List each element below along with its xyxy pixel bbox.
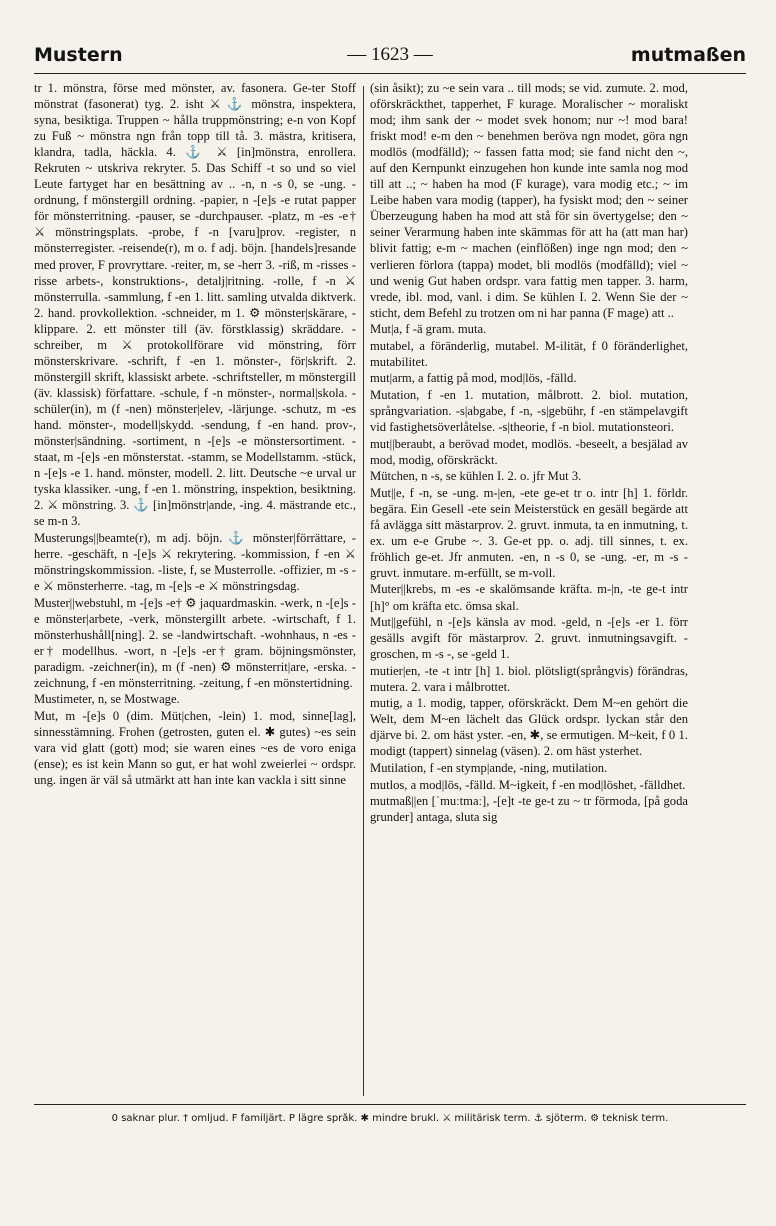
entry: Mut||e, f -n, se -ung. m-|en, -ete ge-et tr o. intr [h] 1. förldr. begära. Ein Gesell -ete sein Meisterstück en gesäll begärde att få avlägga sitt mästarprov. 2. gruvt. inmuta, ta en inmutning, t. ex. um e-e Grube ~. 3. Ge-et pp. o. adj. till sinnes, t. ex. fröhlich ge-et. Jfr anmuten. -en, n -s 0, se -ung. -er, m -s - gruvt. inmutare. m-erfüllt, se m-voll.	[370, 485, 688, 580]
entry: Mustimeter, n, se Mostwage.	[34, 692, 180, 707]
left-column	[34, 80, 356, 1100]
page-header	[34, 44, 746, 70]
entry: mut||beraubt, a berövad modet, modlös. -beseelt, a besjälad av mod, modig, oförskräckt.	[370, 436, 688, 467]
entry: Mut|a, f -ä gram. muta.	[370, 322, 487, 337]
entry: Mut, m -[e]s 0 (dim. Müt|chen, -lein) 1. mod, sinne[lag], sinnesstämning. Frohen (getrosten, guten el. ✱ gutes) ~es sein vara vid glatt (gott) mod; sie waren eines ~es de voro eniga (ense); es ist kein Mann so gut, er hat wohl zweierlei ~ ordspr. ung. ingen är väl så utmärkt att han inte kan vackla i sitt sinne	[34, 708, 356, 788]
entry: mutabel, a föränderlig, mutabel. M-ilität, f 0 föränderlighet, mutabilitet.	[370, 338, 688, 369]
header-left-guideword: Mustern	[34, 44, 123, 66]
entry: Muter||krebs, m -es -e skalömsande kräfta. m-|n, -te ge-t intr [h]° om kräfta etc. ömsa skal.	[370, 582, 688, 613]
entry: (sin åsikt); zu ~e sein vara .. till mods; se vid. zumute. 2. mod, oförskräckthet, tapperhet, F kurage. Moralischer ~ moraliskt mod; ihm sank der ~ modet svek honom; nur ~! mod bara! friskt mod! e-m den ~ benehmen beröva ngn modet, göra ngn modlös (modfälld); ~ fassen fatta mod; sie fand nicht den ~, auf den Kernpunkt einzugehen hon kunde inte samla nog mod till att ..; ~ haben ha mod (F kurage), vara modig etc.; ~ im Leibe haben vara modig (tapper), ha fysiskt mod; den ~ seiner Überzeugung haben ha mod att stå för sin övertygelse; den ~ seiner Verarmung haben inte skämmas för att ha (att man har) blivit fattig; e-m ~ machen (einflößen) inge ngn mod; den ~ verlieren förlora (tappa) modet, bli modlös (modfälld); viel ~ und wenig Gut haben ordspr. vara fattig men tapper. 3. harm, vrede, ibl. mod, vanl. i dim. Se kühlen I. 2. Wenn Sie der ~ sticht, dem Befehl zu trotzen om ni har panna (F mage) att ..	[370, 81, 688, 320]
header-right-guideword: mutmaßen	[630, 44, 746, 66]
entry: Musterungs||beamte(r), m adj. böjn. ⚓ mönster|förrättare, -herre. -geschäft, n -[e]s ⚔ rekrytering. -kommission, f -en ⚔ mönstringskommission. -liste, f, se Musterrolle. -offizier, m -s -e ⚔ mönsterherre. -tag, m -[e]s -e ⚔ mönstringsdag.	[34, 530, 356, 593]
entry: mutlos, a mod|lös, -fälld. M~igkeit, f -en mod|löshet, -fälldhet.	[370, 777, 686, 792]
page-number: — 1623 —	[347, 44, 433, 65]
entry: mut|arm, a fattig på mod, mod|lös, -fälld.	[370, 371, 577, 386]
entry: mutmaß||en [ˈmuːtmaː], -[e]t -te ge-t zu ~ tr förmoda, [på goda grunder] antaga, sluta sig	[370, 794, 688, 825]
entry: Mutation, f -en 1. mutation, målbrott. 2. biol. mutation, språngvariation. -s|abgabe, f -n, -s|gebühr, f -en stämpelavgift vid fastighetsöverlåtelse. -s|theorie, f -n biol. mutationsteori.	[370, 387, 688, 434]
header-rule	[34, 73, 746, 74]
entry: Mutilation, f -en stymp|ande, -ning, mutilation.	[370, 760, 608, 775]
column-divider	[363, 86, 364, 1096]
entry: Mütchen, n -s, se kühlen I. 2. o. jfr Mut 3.	[370, 469, 582, 484]
entry: Mut||gefühl, n -[e]s känsla av mod. -geld, n -[e]s -er 1. förr gesälls avgift för mästarprov. 2. gruvt. inmutningsavgift. -groschen, m -s -, se -geld 1.	[370, 615, 688, 662]
right-column	[370, 80, 688, 1100]
footer-rule	[34, 1104, 746, 1105]
entry: mutier|en, -te -t intr [h] 1. biol. plötsligt(språngvis) förändras, mutera. 2. vara i målbrottet.	[370, 663, 688, 694]
abbreviation-legend: 0 saknar plur. † omljud. F familjärt. P lägre språk. ✱ mindre brukl. ⚔ militärisk term. ⚓ sjöterm. ⚙ teknisk term.	[111, 1113, 669, 1124]
entry: tr 1. mönstra, förse med mönster, av. fasonera. Ge-ter Stoff mönstrat (fasonerat) tyg. 2. isht ⚔ ⚓ mönstra, inspektera, syna, besiktiga. Truppen ~ hålla truppmönstring; e-n von Kopf zu Fuß ~ mönstra ngn från topp till tå. 3. mästra, kritisera, klandra, tadla, häckla. 4. ⚓ ⚔ [in]mönstra, enrollera. Rekruten ~ utskriva rekryter. 5. Das Schiff -t so und so viel Leute fartyget har en besättning av .. -n, n -s 0, se -ung. -ordnung, f mönstergill ordning. -papier, n -[e]s -e rutat papper för mönsterritning. -pauser, se -durchpauser. -platz, m -es -e† ⚔ mönstringsplats. -probe, f -n [varu]prov. -register, n mönsterregister. -reisende(r), m o. f adj. böjn. [handels]resande med prover, F provryttare. -reiter, m, se -herr 3. -riß, m -risses -risse arbets-, konstruktions-, detalj|ritning. -rolle, f -n ⚔ mönsterrulla. -sammlung, f -en 1. litt. samling utvalda diktverk. 2. hand. provkollektion. -schneider, m 1. ⚙ mönster|skärare, -klippare. 2. ett mönster till (äv. förstklassig) skräddare. -schreiber, m ⚔ protokollförare vid mönstring, förr mönsterskrivare. -schrift, f -en 1. mönster-, för|skrift. 2. mönstergill skrift, klassiskt arbete. -schriftsteller, m mönstergill (äv. klassisk) författare. -schule, f -n mönster-, normal|skola. -schüler(in), m (f -nen) mönster|elev, -lärjunge. -schutz, m -es hand. mönster-, modell|skydd. -sendung, f -en hand. prov-, mönster|sändning. -sortiment, n -[e]s -e mönstersortiment. -staat, m -[e]s -en mönsterstat. -stamm, se Modellstamm. -stück, n -[e]s -e 1. hand. mönster, modell. 2. litt. Deutsche ~e urval ur tyska klassiker. -ung, f -en 1. mönstring, inspektion, besiktning. 2. ⚔ mönstring. 3. ⚓ [in]mönstr|ande, -ing. 4. mästrande etc., se m-n 3.	[34, 81, 356, 529]
entry: Muster||webstuhl, m -[e]s -e† ⚙ jaquardmaskin. -werk, n -[e]s -e mönster|arbete, -verk, mönstergillt arbete. -wirtschaft, f 1. mönsterhushåll[ning]. 2. se -landwirtschaft. -wohnhaus, n -es -er† modellhus. -wort, n -[e]s -er† gram. böjningsmönster, paradigm. -zeichner(in), m (f -nen) ⚙ mönsterrit|are, -erska. -zeichnung, f -en mönsterritning. -zeitung, f -en mönstertidning.	[34, 595, 356, 690]
entry: mutig, a 1. modig, tapper, oförskräckt. Dem M~en gehört die Welt, dem M~en lächelt das Glück ordspr. lyckan står den djärve bi. 2. om häst yster. -en, ✱, se ermutigen. M~keit, f 0 1. modigt (tappert) sinnelag (väsen). 2. om häst ysterhet.	[370, 696, 688, 759]
